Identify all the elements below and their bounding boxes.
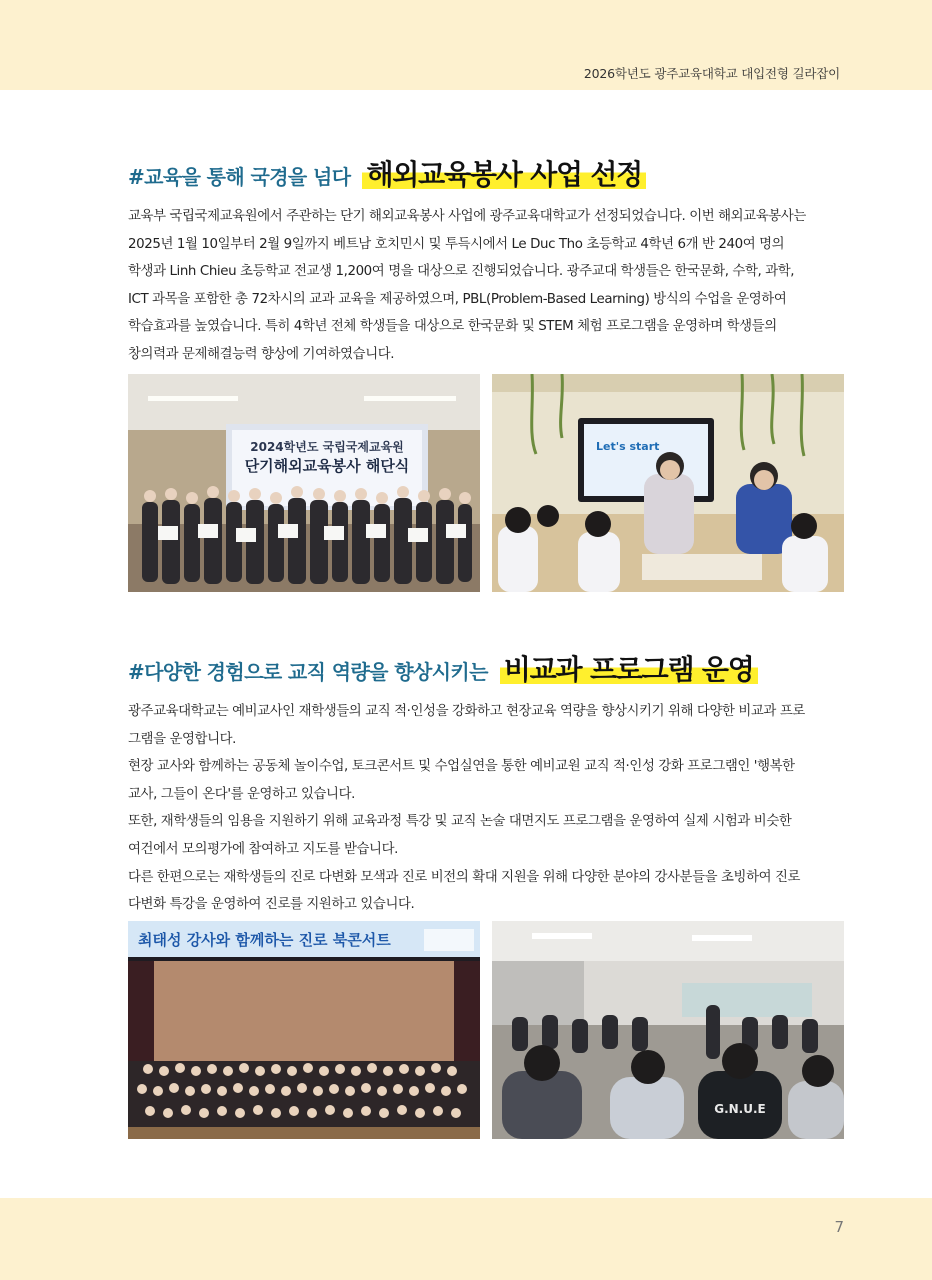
classroom-screen-text: Let's start	[596, 440, 660, 453]
section1-title: 해외교육봉사 사업 선정	[362, 160, 646, 190]
section2-heading	[128, 655, 758, 685]
ceremony-banner-line2: 단기해외교육봉사 해단식	[244, 457, 410, 475]
book-concert-banner: 최태성 강사와 함께하는 진로 북콘서트	[138, 931, 391, 949]
section1-hashtag: #교육을 통해 국경을 넘다	[128, 164, 351, 189]
body-line: 교사, 그들이 온다'를 운영하고 있습니다.	[128, 786, 355, 802]
page-number: 7	[834, 1218, 844, 1236]
body-line: 현장 교사와 함께하는 공동체 놀이수업, 토크콘서트 및 수업실연을 통한 예비교원 교직 적·인성 강화 프로그램인 '행복한	[128, 759, 795, 775]
section2-hashtag: #다양한 경험으로 교직 역량을 향상시키는	[128, 659, 488, 684]
body-line: 다른 한편으로는 재학생들의 진로 다변화 모색과 진로 비전의 확대 지원을 위해 다양한 분야의 강사분들을 초빙하여 진로	[128, 869, 801, 885]
photo-circle-activity	[492, 921, 844, 1139]
body-line: 2025년 1월 10일부터 2월 9일까지 베트남 호치민시 및 투득시에서 Le Duc Tho 초등학교 4학년 6개 반 240여 명의	[128, 236, 785, 252]
header-title: 2026학년도 광주교육대학교 대입전형 길라잡이	[583, 66, 840, 81]
section1-body	[128, 203, 846, 369]
body-line: 다변화 특강을 운영하여 진로를 지원하고 있습니다.	[128, 897, 415, 913]
photo-book-concert	[128, 921, 480, 1139]
body-line: 교육부 국립국제교육원에서 주관하는 단기 해외교육봉사 사업에 광주교육대학교가 선정되었습니다. 이번 해외교육봉사는	[128, 209, 806, 224]
section1-heading	[128, 160, 646, 190]
body-line: 창의력과 문제해결능력 향상에 기여하였습니다.	[128, 346, 395, 362]
shirt-text: G.N.U.E	[714, 1102, 766, 1116]
body-line: 여건에서 모의평가에 참여하고 지도를 받습니다.	[128, 841, 398, 857]
photo-ceremony	[128, 374, 480, 592]
body-line: 그램을 운영합니다.	[128, 731, 236, 747]
body-line: 학생과 Linh Chieu 초등학교 전교생 1,200여 명을 대상으로 진행되었습니다. 광주교대 학생들은 한국문화, 수학, 과학,	[128, 264, 795, 280]
section2-title: 비교과 프로그램 운영	[500, 655, 758, 685]
footer-band	[0, 1198, 932, 1280]
section2-body	[128, 698, 846, 919]
body-line: 또한, 재학생들의 임용을 지원하기 위해 교육과정 특강 및 교직 논술 대면지도 프로그램을 운영하여 실제 시험과 비슷한	[128, 814, 792, 830]
body-line: 광주교육대학교는 예비교사인 재학생들의 교직 적·인성을 강화하고 현장교육 역량을 향상시키기 위해 다양한 비교과 프로	[128, 704, 805, 719]
body-line: ICT 과목을 포함한 총 72차시의 교과 교육을 제공하였으며, PBL(Problem-Based Learning) 방식의 수업을 운영하여	[128, 291, 787, 307]
ceremony-banner-line1: 2024학년도 국립국제교육원	[250, 440, 404, 454]
photo-classroom	[492, 374, 844, 592]
body-line: 학습효과를 높였습니다. 특히 4학년 전체 학생들을 대상으로 한국문화 및 STEM 체험 프로그램을 운영하며 학생들의	[128, 319, 777, 335]
